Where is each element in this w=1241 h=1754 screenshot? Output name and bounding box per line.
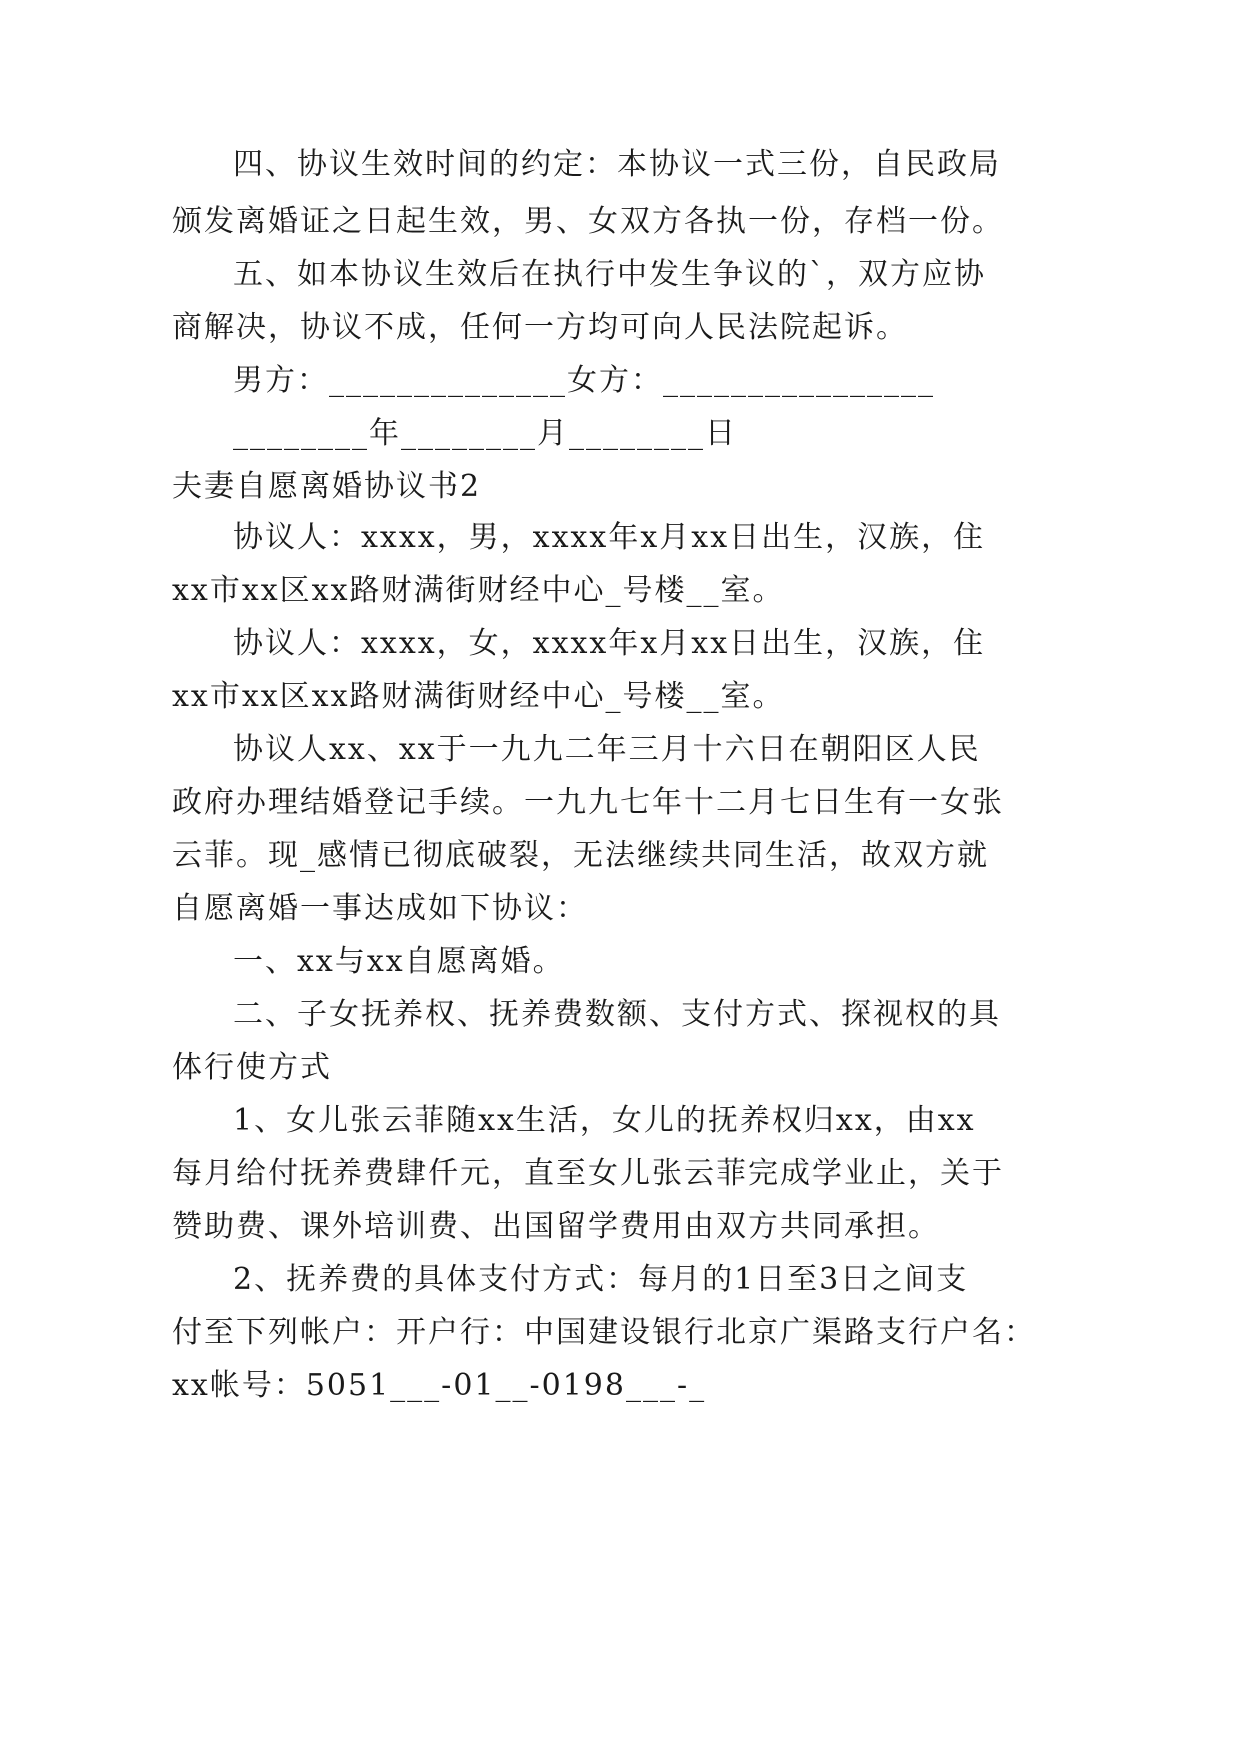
text-line: 协议人xx、xx于一九九二年三月十六日在朝阳区人民: [233, 732, 981, 767]
text-line: 付至下列帐户：开户行：中国建设银行北京广渠路支行户名：: [172, 1315, 1036, 1350]
text-line: 协议人：xxxx，男，xxxx年x月xx日出生，汉族，住: [233, 520, 986, 555]
text-line: 自愿离婚一事达成如下协议：: [172, 891, 588, 926]
text-line: 协议人：xxxx，女，xxxx年x月xx日出生，汉族，住: [233, 626, 986, 661]
document-title: 夫妻自愿离婚协议书2: [172, 469, 482, 504]
text-line: 赞助费、课外培训费、出国留学费用由双方共同承担。: [172, 1209, 940, 1244]
date-line: ________年________月________日: [233, 416, 737, 451]
text-line: xx帐号：5051___-01__-0198___-_: [172, 1368, 707, 1403]
text-line: 一、xx与xx自愿离婚。: [233, 944, 565, 979]
text-line: xx市xx区xx路财满街财经中心_号楼__室。: [172, 573, 785, 608]
text-line: 1、女儿张云菲随xx生活，女儿的抚养权归xx，由xx: [233, 1103, 976, 1138]
text-line: 四、协议生效时间的约定：本协议一式三份，自民政局: [233, 147, 1001, 182]
text-line: 五、如本协议生效后在执行中发生争议的`，双方应协: [233, 257, 986, 292]
text-line: 每月给付抚养费肆仟元，直至女儿张云菲完成学业止，关于: [172, 1156, 1004, 1191]
text-line: 政府办理结婚登记手续。一九九七年十二月七日生有一女张: [172, 785, 1004, 820]
text-line: 体行使方式: [172, 1050, 332, 1085]
text-line: xx市xx区xx路财满街财经中心_号楼__室。: [172, 679, 785, 714]
text-line: 颁发离婚证之日起生效，男、女双方各执一份，存档一份。: [172, 204, 1004, 239]
text-line: 二、子女抚养权、抚养费数额、支付方式、探视权的具: [233, 997, 1001, 1032]
text-line: 云菲。现_感情已彻底破裂，无法继续共同生活，故双方就: [172, 838, 989, 873]
text-line: 商解决，协议不成，任何一方均可向人民法院起诉。: [172, 310, 908, 345]
text-line: 2、抚养费的具体支付方式：每月的1日至3日之间支: [233, 1262, 969, 1297]
signature-line: 男方：______________女方：________________: [233, 363, 935, 398]
